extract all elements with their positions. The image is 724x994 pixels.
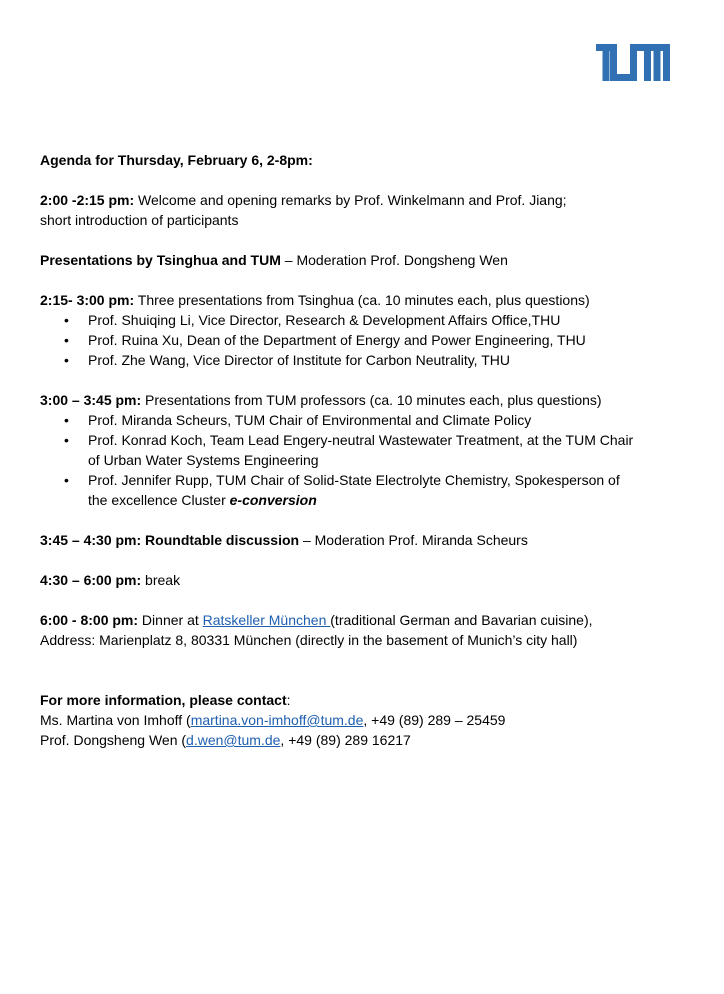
cluster-name: e-conversion xyxy=(229,492,317,508)
tsinghua-text: Three presentations from Tsinghua (ca. 10 minutes each, plus questions) xyxy=(134,292,590,308)
tsinghua-time: 2:15- 3:00 pm: xyxy=(40,292,135,308)
contact-heading-colon: : xyxy=(286,692,291,708)
agenda-title: Agenda for Thursday, February 6, 2-8pm: xyxy=(40,152,313,168)
dinner-pre: Dinner at xyxy=(138,612,203,628)
tum-time: 3:00 – 3:45 pm: xyxy=(40,392,142,408)
list-item: • Prof. Zhe Wang, Vice Director of Institute for Carbon Neutrality, THU xyxy=(88,350,690,370)
welcome-time: 2:00 -2:15 pm: xyxy=(40,192,135,208)
break-text: break xyxy=(141,572,181,588)
presentations-header-rest: – Moderation Prof. Dongsheng Wen xyxy=(280,252,508,268)
email-link-imhoff[interactable]: martina.von-imhoff@tum.de xyxy=(190,712,364,728)
welcome-text-2: short introduction of participants xyxy=(40,212,239,228)
list-item xyxy=(88,430,690,470)
list-item: • Prof. Miranda Scheurs, TUM Chair of Environmental and Climate Policy xyxy=(88,410,690,430)
roundtable-item xyxy=(40,530,690,550)
list-item-line: Prof. Konrad Koch, Team Lead Engery-neutral Wastewater Treatment, at the TUM Chair xyxy=(88,432,634,448)
roundtable-rest: – Moderation Prof. Miranda Scheurs xyxy=(299,532,528,548)
agenda-document xyxy=(40,150,690,750)
break-time: 4:30 – 6:00 pm: xyxy=(40,572,142,588)
dinner-item xyxy=(40,610,690,650)
presentations-header xyxy=(40,250,690,270)
dinner-address: Address: Marienplatz 8, 80331 München (directly in the basement of Munich’s city hall) xyxy=(40,632,578,648)
break-item xyxy=(40,570,690,590)
contact-line-2 xyxy=(40,730,690,750)
list-item-line: Prof. Jennifer Rupp, TUM Chair of Solid-State Electrolyte Chemistry, Spokesperson of xyxy=(88,472,620,488)
tsinghua-list xyxy=(40,310,690,370)
tum-logo xyxy=(596,44,670,81)
tum-text: Presentations from TUM professors (ca. 10 minutes each, plus questions) xyxy=(141,392,602,408)
contact-heading-bold: For more information, please contact xyxy=(40,692,287,708)
list-item-line: the excellence Cluster xyxy=(88,492,230,508)
contact-heading xyxy=(40,690,690,710)
presentations-header-bold: Presentations by Tsinghua and TUM xyxy=(40,252,281,268)
welcome-text: Welcome and opening remarks by Prof. Winkelmann and Prof. Jiang; xyxy=(134,192,567,208)
tsinghua-session xyxy=(40,290,690,310)
email-link-wen[interactable]: d.wen@tum.de xyxy=(186,732,281,748)
ratskeller-link[interactable]: Ratskeller München xyxy=(202,612,331,628)
contact-name-2: Prof. Dongsheng Wen ( xyxy=(40,732,187,748)
list-item-line: of Urban Water Systems Engineering xyxy=(88,452,319,468)
contact-name-1: Ms. Martina von Imhoff ( xyxy=(40,712,191,728)
welcome-item xyxy=(40,190,690,230)
tum-session xyxy=(40,390,690,410)
roundtable-bold: 3:45 – 4:30 pm: Roundtable discussion xyxy=(40,532,300,548)
tum-list xyxy=(40,410,690,510)
dinner-post: (traditional German and Bavarian cuisine), xyxy=(330,612,593,628)
list-item: • Prof. Ruina Xu, Dean of the Department of Energy and Power Engineering, THU xyxy=(88,330,690,350)
list-item xyxy=(88,470,690,510)
list-item: • Prof. Shuiqing Li, Vice Director, Research & Development Affairs Office,THU xyxy=(88,310,690,330)
contact-line-1 xyxy=(40,710,690,730)
dinner-time: 6:00 - 8:00 pm: xyxy=(40,612,139,628)
contact-phone-1: , +49 (89) 289 – 25459 xyxy=(363,712,506,728)
contact-phone-2: , +49 (89) 289 16217 xyxy=(280,732,411,748)
